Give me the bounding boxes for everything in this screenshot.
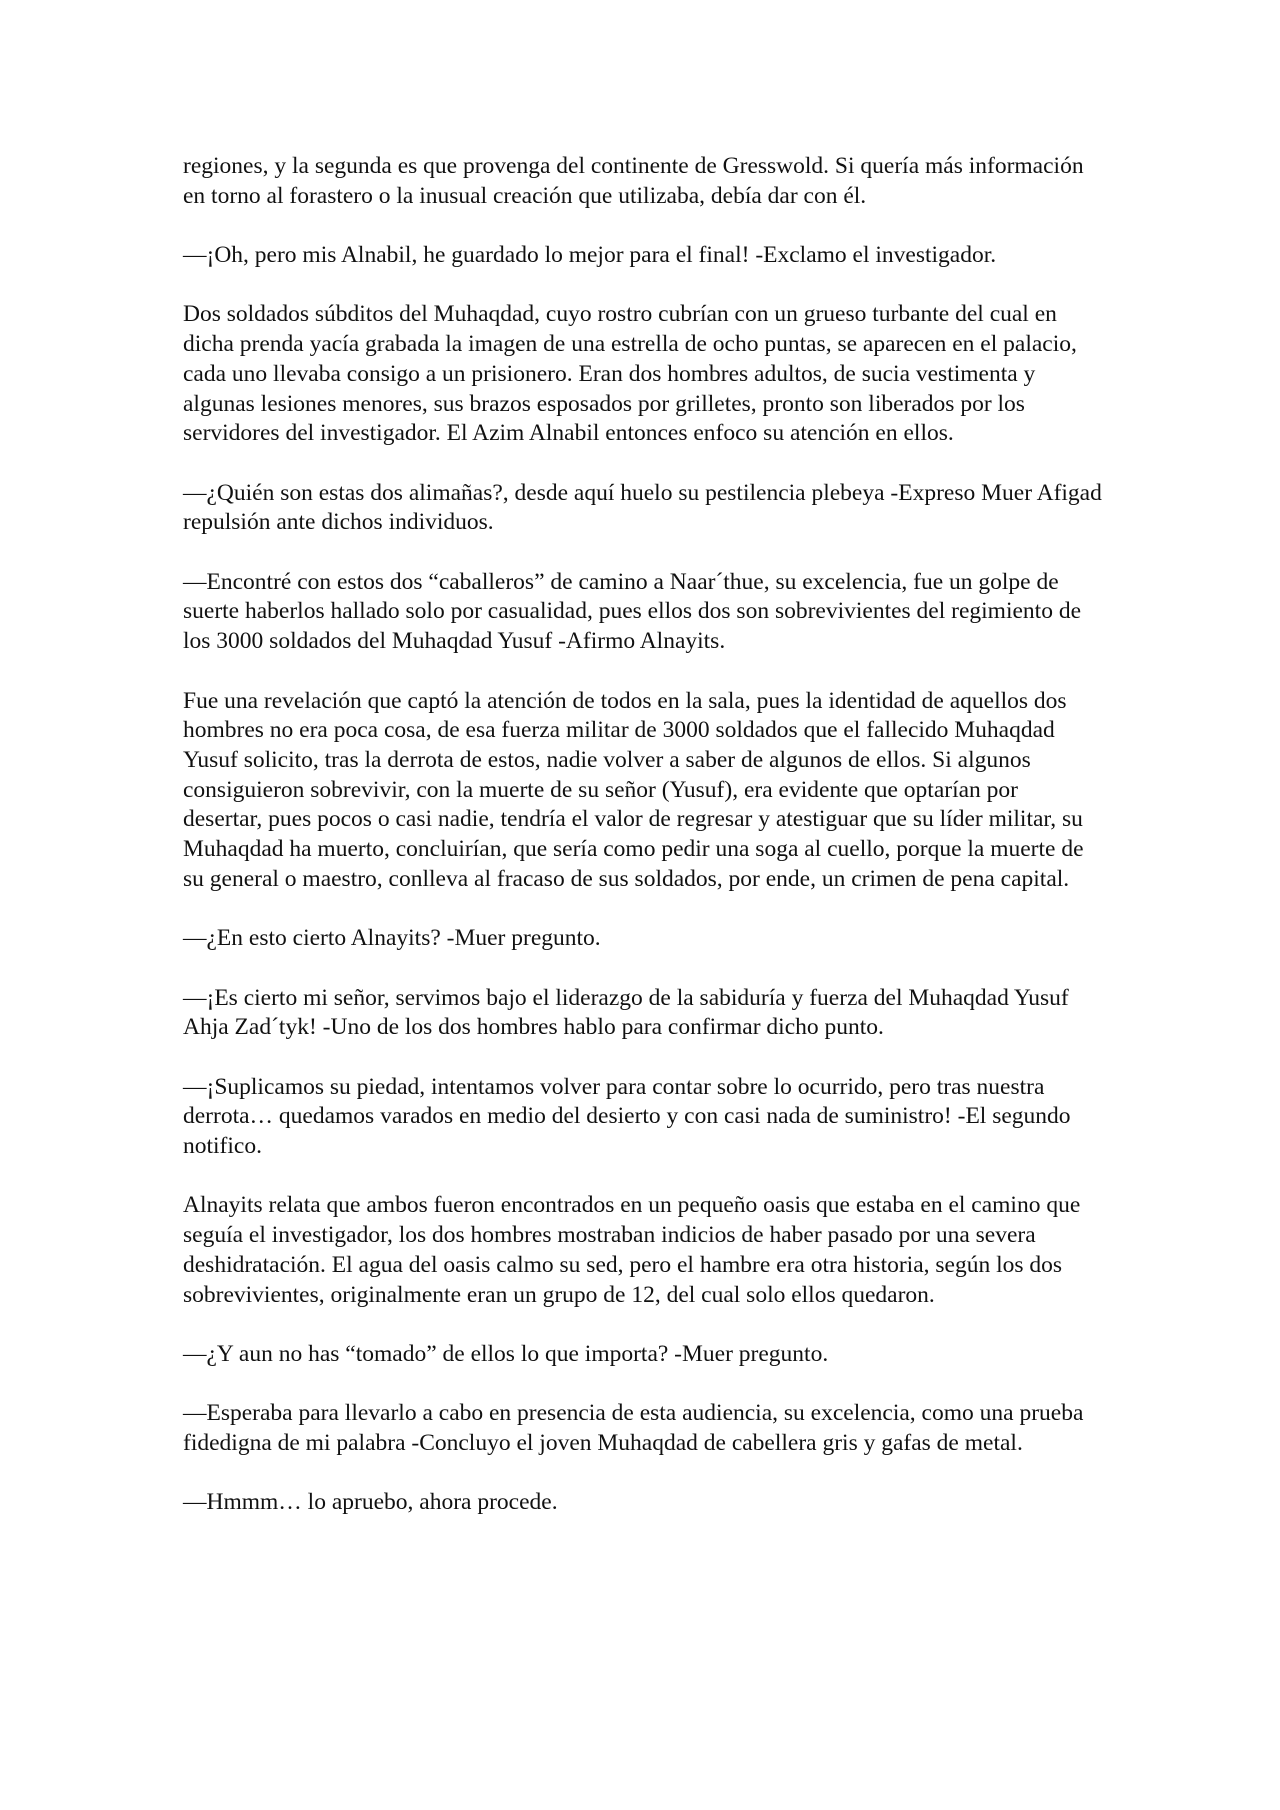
paragraph: —¿Y aun no has “tomado” de ellos lo que importa? -Muer pregunto. bbox=[183, 1340, 829, 1367]
paragraph: —¡Es cierto mi señor, servimos bajo el liderazgo de la sabiduría y fuerza del Muhaqdad Yusuf Ahja Zad´tyk! -Uno de los dos hombres hablo para confirmar dicho punto. bbox=[183, 984, 1069, 1041]
paragraph: regiones, y la segunda es que provenga del continente de Gresswold. Si quería más información en torno al forastero o la inusual creación que utilizaba, debía dar con él. bbox=[183, 153, 1084, 209]
paragraph: —¡Suplicamos su piedad, intentamos volver para contar sobre lo ocurrido, pero tras nuestra derrota… quedamos varados en medio del desierto y con casi nada de suministro! -El segundo notifico. bbox=[183, 1073, 1071, 1160]
paragraph: —¿Quién son estas dos alimañas?, desde aquí huelo su pestilencia plebeya -Expreso Muer Afigad repulsión ante dichos individuos. bbox=[183, 479, 1102, 536]
paragraph: —Esperaba para llevarlo a cabo en presencia de esta audiencia, su excelencia, como una prueba fidedigna de mi palabra -Concluyo el joven Muhaqdad de cabellera gris y gafas de metal. bbox=[183, 1400, 1084, 1457]
paragraph: Dos soldados súbditos del Muhaqdad, cuyo rostro cubrían con un grueso turbante del cual en dicha prenda yacía grabada la imagen de una estrella de ocho puntas, se aparecen en el palacio, cada uno llevaba consigo a un prisionero. Eran dos hombres adultos, de sucia vestimenta y algunas lesiones menores, sus brazos esposados por grilletes, pronto son liberados por los servidores del investigador. El Azim Alnabil entonces enfoco su atención en ellos. bbox=[183, 301, 1077, 447]
paragraph: —¡Oh, pero mis Alnabil, he guardado lo mejor para el final! -Exclamo el investigador. bbox=[183, 242, 997, 269]
document-body bbox=[183, 152, 1103, 1548]
paragraph: Fue una revelación que captó la atención de todos en la sala, pues la identidad de aquellos dos hombres no era poca cosa, de esa fuerza militar de 3000 soldados que el fallecido Muhaqdad Yusuf solicito, tras la derrota de estos, nadie volver a saber de algunos de ellos. Si algunos consiguieron sobrevivir, con la muerte de su señor (Yusuf), era evidente que optarían por desertar, pues pocos o casi nadie, tendría el valor de regresar y atestiguar que su líder militar, su Muhaqdad ha muerto, concluirían, que sería como pedir una soga al cuello, porque la muerte de su general o maestro, conlleva al fracaso de sus soldados, por ende, un crimen de pena capital. bbox=[183, 687, 1084, 892]
paragraph: —¿En esto cierto Alnayits? -Muer pregunto. bbox=[183, 925, 601, 952]
paragraph: —Hmmm… lo apruebo, ahora procede. bbox=[183, 1489, 558, 1516]
paragraph: Alnayits relata que ambos fueron encontrados en un pequeño oasis que estaba en el camino que seguía el investigador, los dos hombres mostraban indicios de haber pasado por una severa deshidratación. El agua del oasis calmo su sed, pero el hambre era otra historia, según los dos sobrevivientes, originalmente eran un grupo de 12, del cual solo ellos quedaron. bbox=[183, 1192, 1081, 1308]
paragraph: —Encontré con estos dos “caballeros” de camino a Naar´thue, su excelencia, fue un golpe de suerte haberlos hallado solo por casualidad, pues ellos dos son sobrevivientes del regimiento de los 3000 soldados del Muhaqdad Yusuf -Afirmo Alnayits. bbox=[183, 568, 1082, 655]
